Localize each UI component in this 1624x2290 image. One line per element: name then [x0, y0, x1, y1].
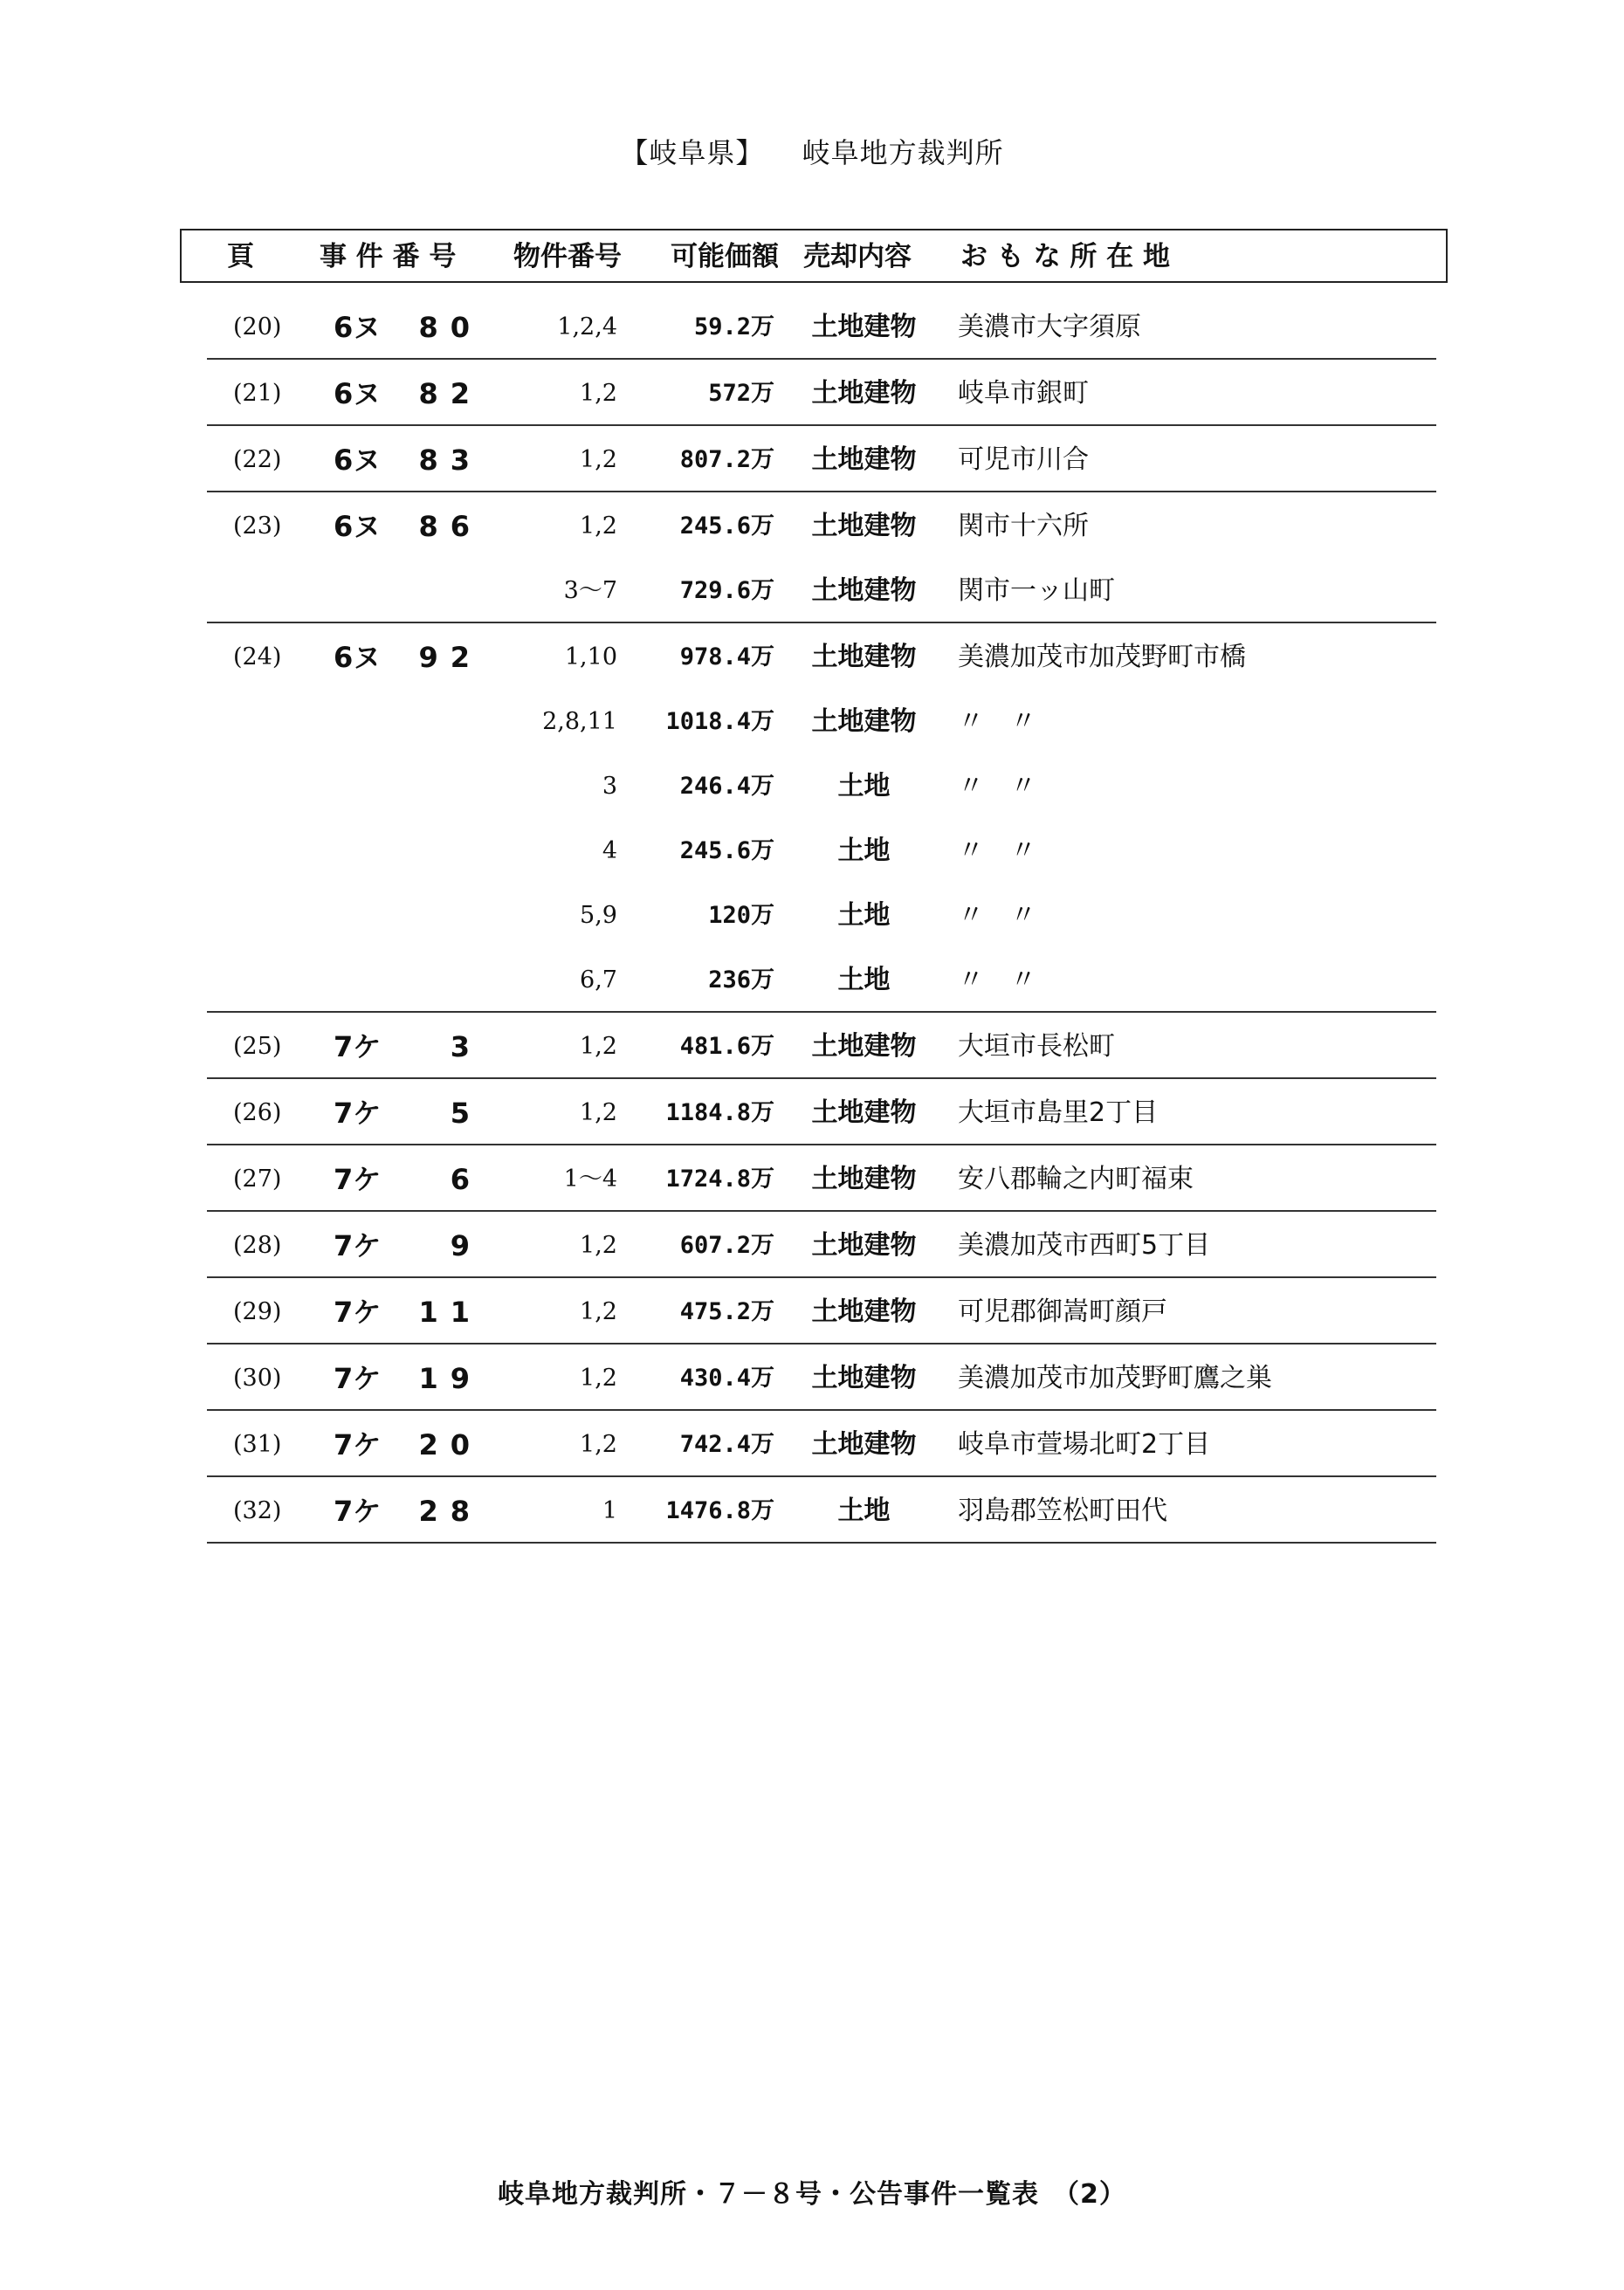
table-row [207, 492, 1436, 557]
court-name: 岐阜地方裁判所 [802, 136, 1004, 169]
row-case: 6ヌ [334, 377, 382, 410]
row-location: 岐阜市萱場北町2丁目 [958, 1429, 1211, 1460]
row-number: 20 [418, 1428, 482, 1461]
row-number [403, 817, 482, 882]
row-price: 245.6万 [679, 837, 774, 864]
row-location: 美濃加茂市加茂野町市橋 [958, 642, 1246, 672]
row-page: (32) [233, 1497, 282, 1524]
row-page: (30) [233, 1365, 282, 1392]
row-item: 5,9 [580, 902, 617, 929]
header-case-no: 事 件 番 号 [320, 241, 457, 272]
table-row [207, 426, 1436, 492]
row-page [233, 688, 312, 753]
row-price: 59.2万 [693, 313, 774, 340]
page-footer: 岐阜地方裁判所・７－８号・公告事件一覧表 （2） [498, 2179, 1126, 2210]
row-price: 120万 [708, 902, 774, 929]
prefecture-label: 【岐阜県】 [620, 136, 765, 169]
table-row [207, 753, 1436, 817]
row-number [403, 946, 482, 1011]
row-location: 大垣市島里2丁目 [958, 1097, 1159, 1128]
row-price: 1476.8万 [665, 1497, 774, 1524]
row-price: 246.4万 [679, 773, 774, 800]
row-item: 1,2,4 [557, 313, 617, 340]
row-item: 4 [602, 837, 617, 864]
row-price: 807.2万 [679, 446, 774, 473]
row-location: 羽島郡笠松町田代 [958, 1496, 1167, 1526]
row-price: 245.6万 [679, 512, 774, 540]
row-page: (31) [233, 1431, 282, 1458]
row-location: 〃 〃 [958, 836, 1036, 866]
header-item-no: 物件番号 [513, 241, 622, 272]
row-sale-type: 土地建物 [811, 642, 917, 672]
row-location: 岐阜市銀町 [958, 378, 1089, 409]
table-row [207, 817, 1436, 882]
row-case: 7ケ [334, 1097, 382, 1130]
row-item: 1,2 [580, 1232, 617, 1259]
table-row [207, 1344, 1436, 1411]
row-price: 481.6万 [679, 1033, 774, 1060]
page-title [0, 131, 1624, 171]
table-row [207, 1013, 1436, 1079]
row-item: 1,2 [580, 1033, 617, 1060]
row-sale-type: 土地建物 [811, 1363, 917, 1393]
table-header [180, 229, 1448, 283]
row-page: (21) [233, 380, 282, 407]
row-location: 安八郡輪之内町福束 [958, 1164, 1194, 1194]
row-number: 80 [418, 311, 482, 344]
row-page: (26) [233, 1099, 282, 1126]
table-row [207, 1477, 1436, 1544]
row-sale-type: 土地建物 [811, 312, 917, 342]
table-row [207, 1278, 1436, 1344]
row-item: 1,2 [580, 1298, 617, 1325]
table-row [207, 946, 1436, 1013]
case-table [207, 293, 1436, 1544]
row-item: 1,2 [580, 1099, 617, 1126]
row-sale-type: 土地 [837, 900, 891, 931]
row-number: 9 [450, 1229, 482, 1262]
row-item: 6,7 [580, 966, 617, 994]
row-sale-type: 土地建物 [811, 1031, 917, 1062]
row-price: 572万 [708, 380, 774, 407]
row-location: 〃 〃 [958, 706, 1036, 737]
row-location: 可児市川合 [958, 444, 1089, 475]
row-page [233, 817, 312, 882]
row-location: 大垣市長松町 [958, 1031, 1115, 1062]
row-case: 6ヌ [334, 444, 382, 477]
row-case: 7ケ [334, 1163, 382, 1196]
row-item: 1,2 [580, 1431, 617, 1458]
header-sale-type: 売却内容 [803, 241, 912, 272]
row-sale-type: 土地 [837, 836, 891, 866]
row-number: 6 [450, 1163, 482, 1196]
row-case: 7ケ [334, 1229, 382, 1262]
row-case [334, 753, 403, 817]
row-case: 6ヌ [334, 641, 382, 674]
row-item: 1,2 [580, 446, 617, 473]
row-case [334, 817, 403, 882]
row-page: (29) [233, 1298, 282, 1325]
header-page: 頁 [227, 241, 254, 272]
row-number: 83 [418, 444, 482, 477]
row-price: 236万 [708, 966, 774, 994]
row-item: 1,2 [580, 512, 617, 540]
table-row [207, 882, 1436, 946]
row-location: 〃 〃 [958, 900, 1036, 931]
row-sale-type: 土地 [837, 771, 891, 801]
row-item: 1,10 [564, 643, 617, 670]
row-case: 6ヌ [334, 510, 382, 543]
row-case: 7ケ [334, 1495, 382, 1528]
row-sale-type: 土地建物 [811, 1230, 917, 1261]
row-number: 11 [418, 1296, 482, 1329]
row-page [233, 753, 312, 817]
row-page [233, 882, 312, 946]
header-price: 可能価額 [671, 241, 779, 272]
row-sale-type: 土地建物 [811, 444, 917, 475]
row-case: 7ケ [334, 1296, 382, 1329]
row-sale-type: 土地建物 [811, 706, 917, 737]
row-number: 19 [418, 1362, 482, 1395]
row-number: 86 [418, 510, 482, 543]
row-price: 430.4万 [679, 1365, 774, 1392]
row-price: 1018.4万 [665, 708, 774, 735]
row-sale-type: 土地建物 [811, 511, 917, 541]
table-row [207, 623, 1436, 688]
row-case [334, 688, 403, 753]
row-page [233, 946, 312, 1011]
row-item: 3 [602, 773, 617, 800]
row-price: 729.6万 [679, 577, 774, 604]
row-page: (24) [233, 643, 282, 670]
row-number: 92 [418, 641, 482, 674]
row-location: 関市十六所 [958, 511, 1089, 541]
row-sale-type: 土地 [837, 965, 891, 995]
row-sale-type: 土地建物 [811, 1097, 917, 1128]
row-number [403, 557, 482, 622]
row-page: (23) [233, 512, 282, 540]
row-number: 5 [450, 1097, 482, 1130]
row-location: 美濃加茂市西町5丁目 [958, 1230, 1211, 1261]
row-sale-type: 土地建物 [811, 1296, 917, 1327]
row-case: 6ヌ [334, 311, 382, 344]
table-row [207, 688, 1436, 753]
row-case: 7ケ [334, 1030, 382, 1063]
table-row [207, 557, 1436, 623]
row-page: (27) [233, 1166, 282, 1193]
row-number [403, 753, 482, 817]
row-number: 82 [418, 377, 482, 410]
header-location: お も な 所 在 地 [960, 241, 1170, 272]
row-sale-type: 土地建物 [811, 1164, 917, 1194]
row-price: 607.2万 [679, 1232, 774, 1259]
row-price: 1184.8万 [665, 1099, 774, 1126]
row-item: 1〜4 [563, 1166, 617, 1193]
row-number [403, 882, 482, 946]
row-item: 1,2 [580, 380, 617, 407]
row-case [334, 557, 403, 622]
row-page [233, 557, 312, 622]
row-price: 1724.8万 [665, 1166, 774, 1193]
row-number [403, 688, 482, 753]
row-location: 関市一ッ山町 [958, 575, 1115, 606]
row-case [334, 882, 403, 946]
row-case: 7ケ [334, 1362, 382, 1395]
row-number: 28 [418, 1495, 482, 1528]
table-row [207, 1079, 1436, 1145]
row-item: 3〜7 [563, 577, 617, 604]
row-sale-type: 土地建物 [811, 575, 917, 606]
row-number: 3 [450, 1030, 482, 1063]
row-location: 美濃市大字須原 [958, 312, 1141, 342]
row-case [334, 946, 403, 1011]
row-item: 1,2 [580, 1365, 617, 1392]
row-page: (28) [233, 1232, 282, 1259]
row-page: (25) [233, 1033, 282, 1060]
row-page: (20) [233, 313, 282, 340]
table-row [207, 360, 1436, 426]
row-page: (22) [233, 446, 282, 473]
row-sale-type: 土地 [837, 1496, 891, 1526]
table-row [207, 1212, 1436, 1278]
row-item: 1 [602, 1497, 617, 1524]
table-row [207, 1145, 1436, 1212]
row-item: 2,8,11 [542, 708, 617, 735]
table-row [207, 293, 1436, 360]
row-price: 742.4万 [679, 1431, 774, 1458]
row-sale-type: 土地建物 [811, 378, 917, 409]
row-location: 〃 〃 [958, 965, 1036, 995]
row-location: 〃 〃 [958, 771, 1036, 801]
row-location: 美濃加茂市加茂野町鷹之巣 [958, 1363, 1272, 1393]
table-row [207, 1411, 1436, 1477]
row-price: 978.4万 [679, 643, 774, 670]
row-case: 7ケ [334, 1428, 382, 1461]
row-sale-type: 土地建物 [811, 1429, 917, 1460]
row-price: 475.2万 [679, 1298, 774, 1325]
row-location: 可児郡御嵩町顔戸 [958, 1296, 1167, 1327]
